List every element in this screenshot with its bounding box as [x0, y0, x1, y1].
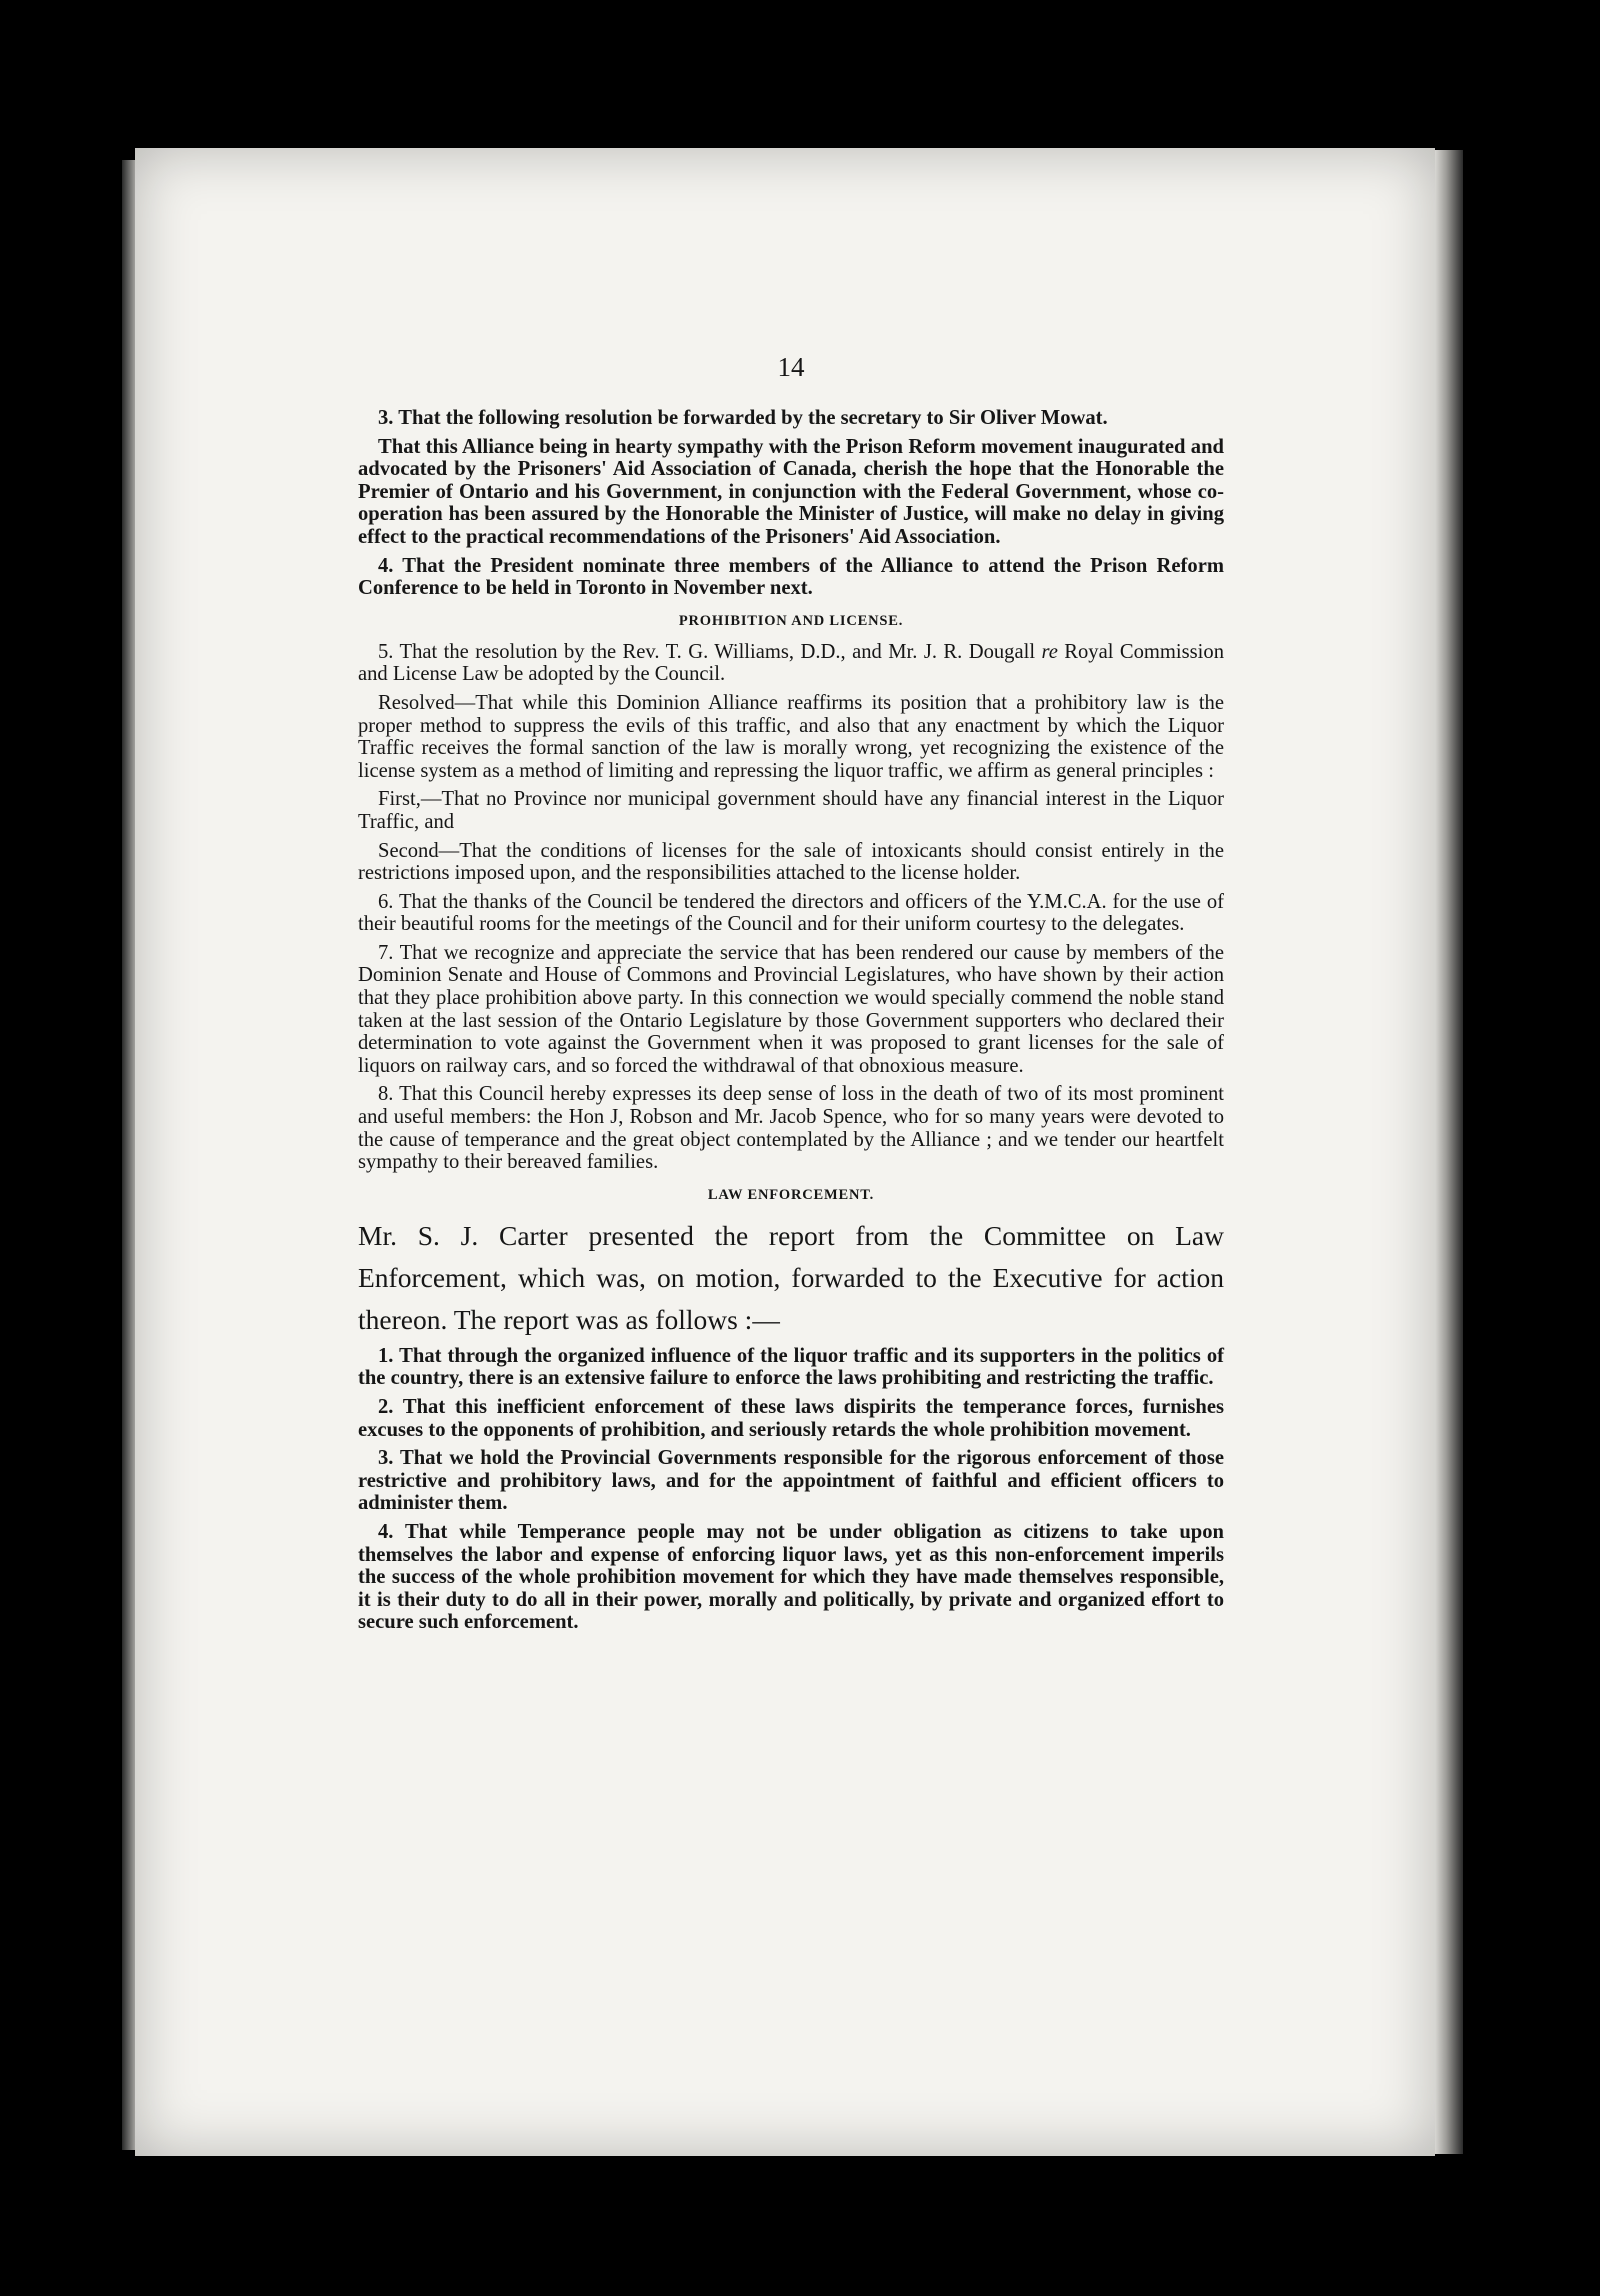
resolution-5-end: Royal Commission and License Law be adopted by the Council. — [358, 640, 1224, 686]
resolution-3: 3. That the following resolution be forwarded by the secretary to Sir Oliver Mowat. — [378, 407, 1108, 429]
section-heading-prohibition: PROHIBITION AND LICENSE. — [678, 612, 904, 629]
resolution-7: 7. That we recognize and appreciate the service that has been rendered our cause by members of the Dominion Senate and House of Commons and Provincial Legislatures, who have shown by their action that they place prohibition above party. In this connection we would specially commend the noble stand taken at the last session of the Ontario Legislature by those Government supporters who declared their determination to vote against the Government when it was proposed to grant licenses for the sale of liquors on railway cars, and so forced the withdrawal of that obnoxious measure. — [358, 941, 1224, 1077]
law-item-3: 3. That we hold the Provincial Governments responsible for the rigorous enforcement of those restrictive and prohibitory laws, and for the appointment of faithful and efficient officers to administer them. — [358, 1447, 1224, 1515]
document-body — [358, 352, 1224, 1640]
section-heading-law-enforcement: LAW ENFORCEMENT. — [707, 1186, 875, 1203]
resolution-5-italic: re — [1041, 640, 1058, 663]
resolved-paragraph: Resolved—That while this Dominion Alliance reaffirms its position that a prohibitory law is the proper method to suppress the evils of this traffic, and also that any enactment by which the Liquor Traffic receives the formal sanction of the law is morally wrong, yet recognizing the existence of the license system as a method of limiting and repressing the liquor traffic, we affirm as general principles : — [358, 691, 1224, 782]
page-right-edge — [1435, 150, 1463, 2154]
resolution-4: 4. That the President nominate three members of the Alliance to attend the Prison Reform Conference to be held in Toronto in November next. — [358, 554, 1224, 600]
law-item-4: 4. That while Temperance people may not be under obligation as citizens to take upon themselves the labor and expense of enforcing liquor laws, yet as this non-enforcement imperils the success of the whole prohibition movement for which they have made themselves responsible, it is their duty to do all in their power, morally and politically, by private and organized effort to secure such enforcement. — [358, 1520, 1224, 1634]
principle-first: First,—That no Province nor municipal government should have any financial interest in the Liquor Traffic, and — [358, 788, 1224, 833]
resolution-6: 6. That the thanks of the Council be tendered the directors and officers of the Y.M.C.A. for the use of their beautiful rooms for the meetings of the Council and for their uniform courtesy to the delegates. — [358, 890, 1224, 936]
resolution-3-text: That this Alliance being in hearty sympathy with the Prison Reform movement inaugurated and advocated by the Prisoners' Aid Association of Canada, cherish the hope that the Honorable the Premier of Ontario and his Government, in conjunction with the Federal Government, whose co-operation has been assured by the Honorable the Minister of Justice, will make no delay in giving effect to the practical recommendations of the Prisoners' Aid Association. — [358, 435, 1224, 548]
resolution-8: 8. That this Council hereby expresses its deep sense of loss in the death of two of its most prominent and useful members: the Hon J, Robson and Mr. Jacob Spence, who for so many years were devoted to the cause of temperance and the great object contemplated by the Alliance ; and we tender our heartfelt sympathy to their bereaved families. — [358, 1083, 1224, 1174]
law-item-2: 2. That this inefficient enforcement of these laws dispirits the temperance forces, furnishes excuses to the opponents of prohibition, and seriously retards the whole prohibition movement. — [358, 1396, 1224, 1441]
law-enforcement-intro: Mr. S. J. Carter presented the report from the Committee on Law Enforcement, which was, on motion, forwarded to the Executive for action thereon. The report was as follows :— — [358, 1219, 1224, 1335]
resolution-5 — [358, 641, 1224, 686]
resolution-5-start: 5. That the resolution by the Rev. T. G. Williams, D.D., and Mr. J. R. Dougall — [378, 640, 1042, 663]
page-number: 14 — [777, 352, 805, 382]
principle-second: Second—That the conditions of licenses for the sale of intoxicants should consist entirely in the restrictions imposed upon, and the responsibilities attached to the license holder. — [358, 839, 1224, 885]
law-item-1: 1. That through the organized influence of the liquor traffic and its supporters in the politics of the country, there is an extensive failure to enforce the laws prohibiting and restricting the traffic. — [358, 1344, 1224, 1390]
